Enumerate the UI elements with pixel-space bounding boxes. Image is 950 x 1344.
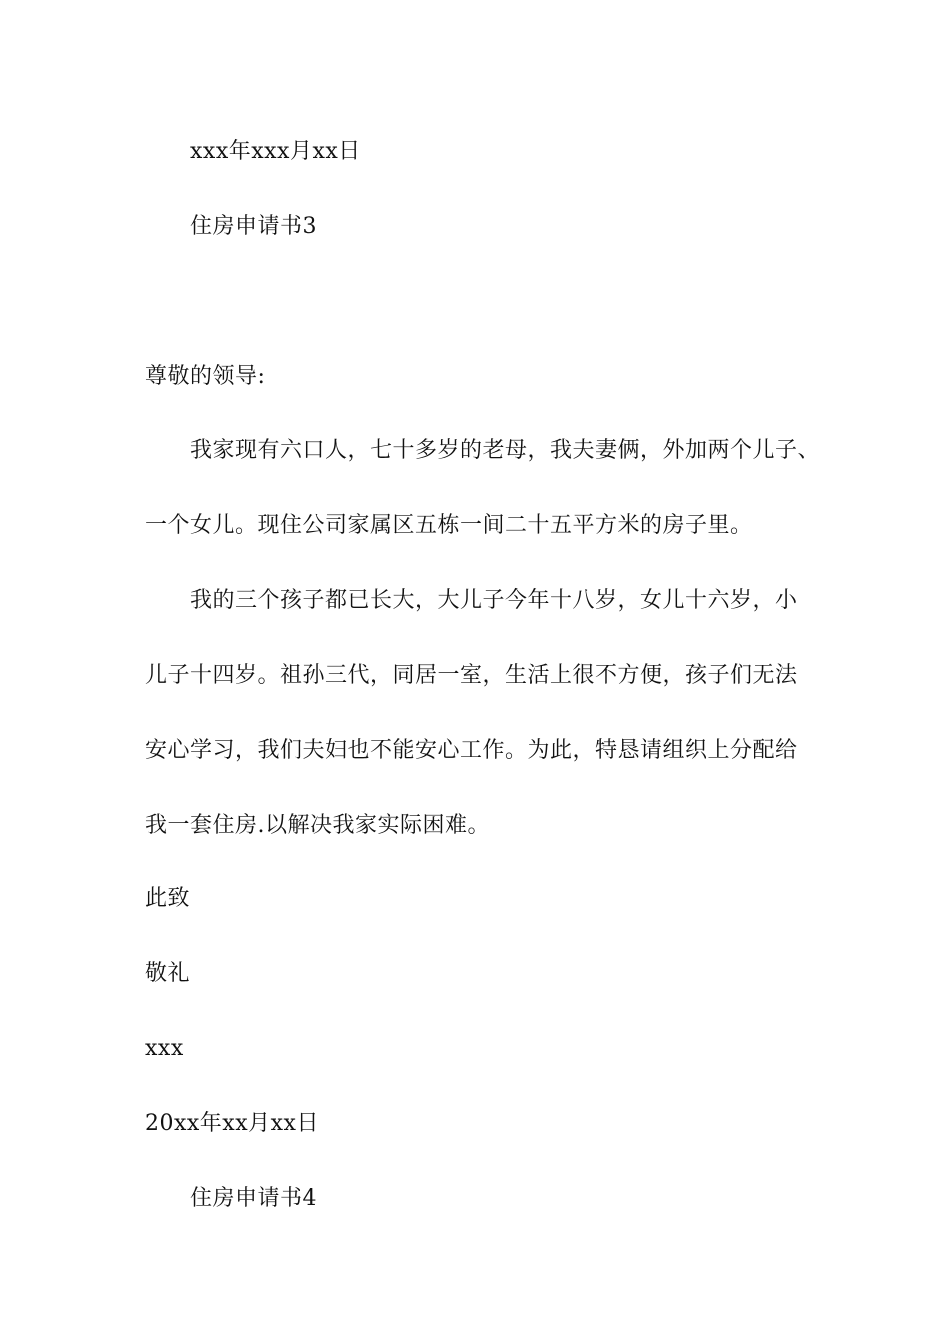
closing-regards: 敬礼 (145, 961, 191, 986)
paragraph-2-line-4: 我一套住房.以解决我家实际困难。 (145, 813, 490, 838)
paragraph-1-line-2: 一个女儿。现住公司家属区五栋一间二十五平方米的房子里。 (145, 513, 753, 538)
section-3-title: 住房申请书3 (190, 214, 317, 239)
previous-letter-date: xxx年xxx月xx日 (190, 139, 361, 164)
paragraph-2-line-1: 我的三个孩子都已长大，大儿子今年十八岁，女儿十六岁，小 (190, 588, 798, 613)
letter-date: 20xx年xx月xx日 (145, 1111, 319, 1136)
salutation: 尊敬的领导: (145, 364, 266, 389)
closing-greeting: 此致 (145, 886, 191, 911)
section-4-title: 住房申请书4 (190, 1186, 317, 1211)
signature: xxx (145, 1036, 184, 1061)
paragraph-2-line-3: 安心学习，我们夫妇也不能安心工作。为此，特恳请组织上分配给 (145, 738, 798, 763)
paragraph-2-line-2: 儿子十四岁。祖孙三代，同居一室，生活上很不方便，孩子们无法 (145, 663, 798, 688)
paragraph-1-line-1: 我家现有六口人，七十多岁的老母，我夫妻俩，外加两个儿子、 (190, 438, 821, 463)
